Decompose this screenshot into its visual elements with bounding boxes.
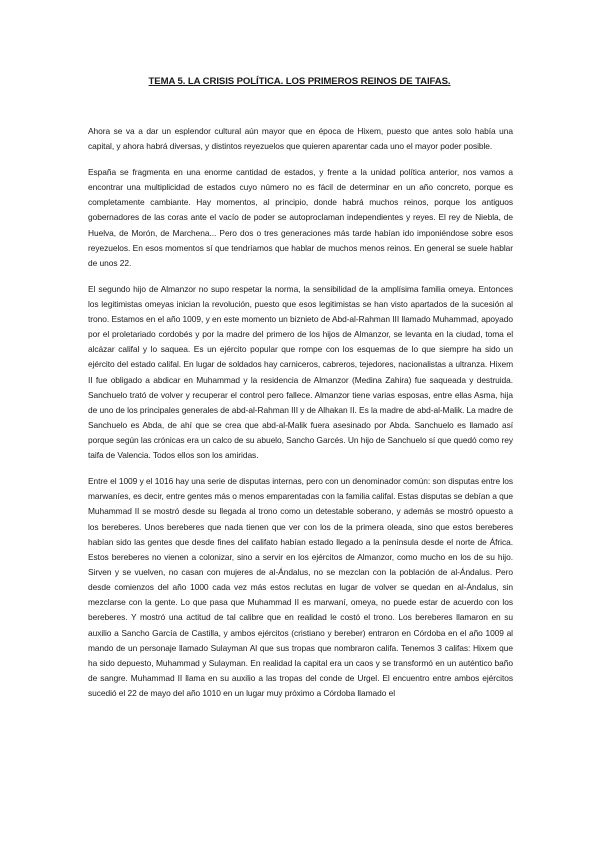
document-title: TEMA 5. LA CRISIS POLÍTICA. LOS PRIMEROS REINOS DE TAIFAS.: [148, 76, 451, 87]
document-body: [88, 124, 513, 712]
paragraph-intro: Ahora se va a dar un esplendor cultural aún mayor que en época de Hixem, puesto que antes solo había una capital, y ahora habrá diversas, y distintos reyezuelos que quieren aparentar cada uno el mayor poder posible.: [88, 126, 513, 152]
paragraph-fragmentation: España se fragmenta en una enorme cantidad de estados, y frente a la unidad política anterior, nos vamos a encontrar una multiplicidad de estados cuyo número no es fácil de determinar en un año concreto, porque es completamente cambiante. Hay momentos, al principio, donde habrá muchos reinos, porque los antiguos gobernadores de las coras ante el vacío de poder se autoproclaman independientes y reyes. El rey de Niebla, de Huelva, de Morón, de Marchena... Pero dos o tres generaciones más tarde habían ido imponiéndose sobre esos reyezuelos. En esos momentos sí que tendríamos que hablar de muchos menos reinos. En general se suele hablar de unos 22.: [88, 166, 513, 268]
paragraph-almanzor-son: El segundo hijo de Almanzor no supo respetar la norma, la sensibilidad de la amplísima familia omeya. Entonces los legitimistas omeyas inician la revolución, puesto que esos legitimistas se han visto apartados de la sucesión al trono. Estamos en el año 1009, y en este momento un biznieto de Abd-al-Rahman III llamado Muhammad, apoyado por el proletariado cordobés y por la madre del primero de los hijos de Almanzor, se levanta en la ciudad, toma el alcázar califal y lo saquea. Es un ejército popular que rompe con los esquemas de lo que siempre ha sido un ejército del estado califal. En lugar de soldados hay carniceros, cabreros, tejedores, nacionalistas a ultranza. Hixem II fue obligado a abdicar en Muhammad y la residencia de Almanzor (Medina Zahira) fue saqueada y destruida. Sanchuelo trató de volver y recuperar el control pero fallece. Almanzor tiene varias esposas, entre ellas Asma, hija de uno de los principales generales de abd-al-Rahman III y de Alhakan II. Es la madre de abd-al-Malik. La madre de Sanchuelo es Abda, de ahí que se crea que abd-al-Malik fuera asesinado por Abda. Sanchuelo es llamado así porque según las crónicas era un calco de su abuelo, Sancho Garcés. Un hijo de Sanchuelo sí que quedó como rey taifa de Valencia. Todos ellos son los amiridas.: [88, 283, 513, 461]
paragraph-internal-disputes: Entre el 1009 y el 1016 hay una serie de disputas internas, pero con un denominador común: son disputas entre los marwaníes, es decir, entre gentes más o menos emparentadas con la familia califal. Estas disputas se debían a que Muhammad II se mostró desde su llegada al trono como un detestable soberano, y además se mostró opuesto a los bereberes. Unos bereberes que nada tienen que ver con los de la primera oleada, sino que estos bereberes habían sido las gentes que desde fines del califato habían estado llegado a la península desde el norte de África. Estos bereberes no vienen a colonizar, sino a servir en los ejércitos de Almanzor, como mucho en los de su hijo. Sirven y se vuelven, no casan con mujeres de al-Ándalus, no se mezclan con la población de al-Ándalus. Pero desde comienzos del año 1000 cada vez más estos reclutas en lugar de volver se quedan en al-Ándalus, sin mezclarse con la gente. Lo que pasa que Muhammad II es marwaní, omeya, no puede estar de acuerdo con los bereberes. Y mostró una actitud de tal calibre que en realidad le costó el trono. Los bereberes llamaron en su auxilio a Sancho García de Castilla, y ambos ejércitos (cristiano y bereber) entraron en Córdoba en el año 1009 al mando de un personaje llamado Sulayman Al que sus tropas que nombraron califa. Tenemos 3 califas: Hixem que ha sido depuesto, Muhammad y Sulayman. En realidad la capital era un caos y se transformó en un auténtico baño de sangre. Muhammad II llama en su auxilio a las tropas del conde de Urgel. El encuentro entre ambos ejércitos sucedió el 22 de mayo del año 1010 en un lugar muy próximo a Córdoba llamado el: [88, 476, 513, 699]
